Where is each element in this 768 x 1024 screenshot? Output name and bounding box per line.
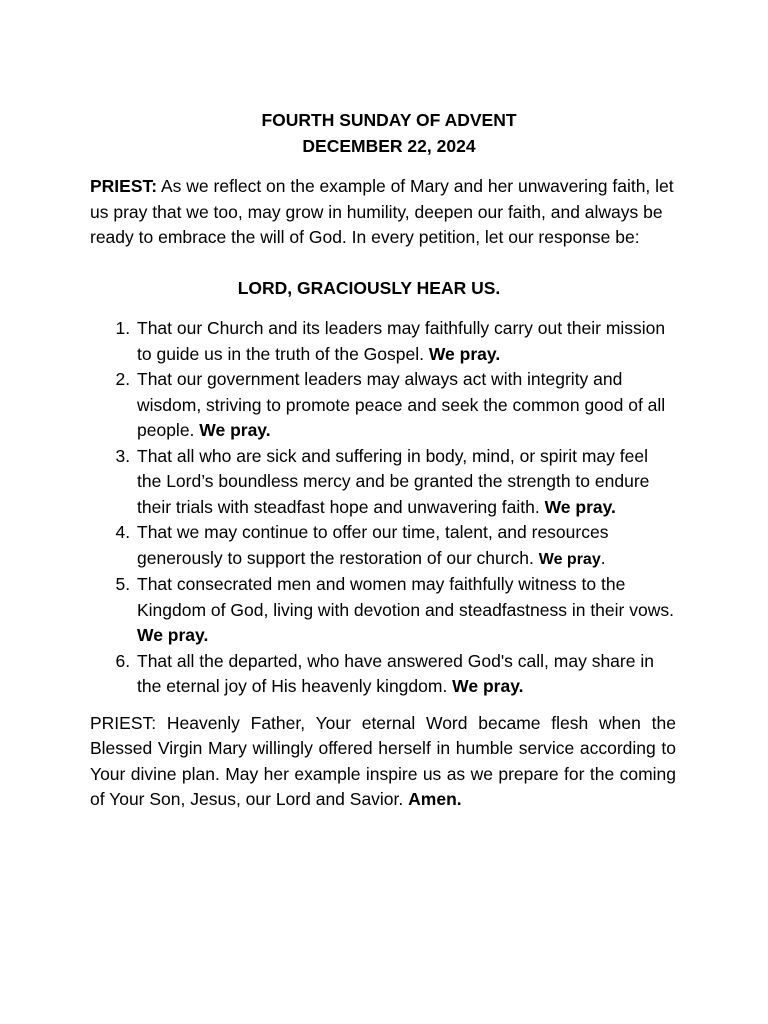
petition-item (135, 316, 676, 367)
petition-text: That we may continue to offer our time, talent, and resources generously to support the restoration of our church. (137, 522, 609, 568)
document-page (90, 108, 676, 813)
intro-speaker: PRIEST: (90, 176, 158, 196)
petition-item (135, 444, 676, 521)
petition-text: That consecrated men and women may faithfully witness to the Kingdom of God, living with devotion and steadfastness in their vows. (137, 574, 674, 620)
petition-text: That all who are sick and suffering in body, mind, or spirit may feel the Lord’s boundless mercy and be granted the strength to endure their trials with steadfast hope and unwavering faith. (137, 445, 650, 517)
petition-item (135, 367, 676, 444)
document-title (90, 108, 676, 159)
intro-text: As we reflect on the example of Mary and her unwavering faith, let us pray that we too, may grow in humility, deepen our faith, and always be ready to embrace the will of God. In every petition, let our response be: (90, 176, 674, 247)
petition-text: That all the departed, who have answered God's call, may share in the eternal joy of His heavenly kingdom. (137, 650, 654, 696)
petition-ending: We pray (538, 550, 601, 568)
petition-ending: We pray. (544, 496, 616, 517)
petition-item (135, 520, 676, 572)
intro-paragraph (90, 174, 676, 251)
closing-text: PRIEST: Heavenly Father, Your eternal Word became flesh when the Blessed Virgin Mary willingly offered herself in humble service according to Your divine plan. May her example inspire us as we prepare for the coming of Your Son, Jesus, our Lord and Savior. (90, 712, 676, 809)
closing-prayer (90, 711, 676, 813)
petition-item (135, 572, 676, 649)
response-heading: LORD, GRACIOUSLY HEAR US. (237, 277, 501, 298)
petition-text: That our Church and its leaders may faithfully carry out their mission to guide us in the truth of the Gospel. (137, 318, 666, 364)
petition-list (90, 316, 676, 700)
petition-ending: We pray. (452, 676, 524, 696)
petition-item (135, 649, 676, 700)
petition-ending: We pray. (199, 420, 271, 440)
title-line-2: DECEMBER 22, 2024 (302, 135, 476, 156)
petition-trail: . (600, 547, 606, 568)
petition-ending: We pray. (428, 343, 501, 364)
petition-ending: We pray. (137, 625, 209, 645)
closing-amen: Amen. (408, 789, 462, 809)
title-line-1: FOURTH SUNDAY OF ADVENT (261, 110, 517, 130)
petition-text: That our government leaders may always act with integrity and wisdom, striving to promote peace and seek the common good of all people. (137, 369, 666, 440)
